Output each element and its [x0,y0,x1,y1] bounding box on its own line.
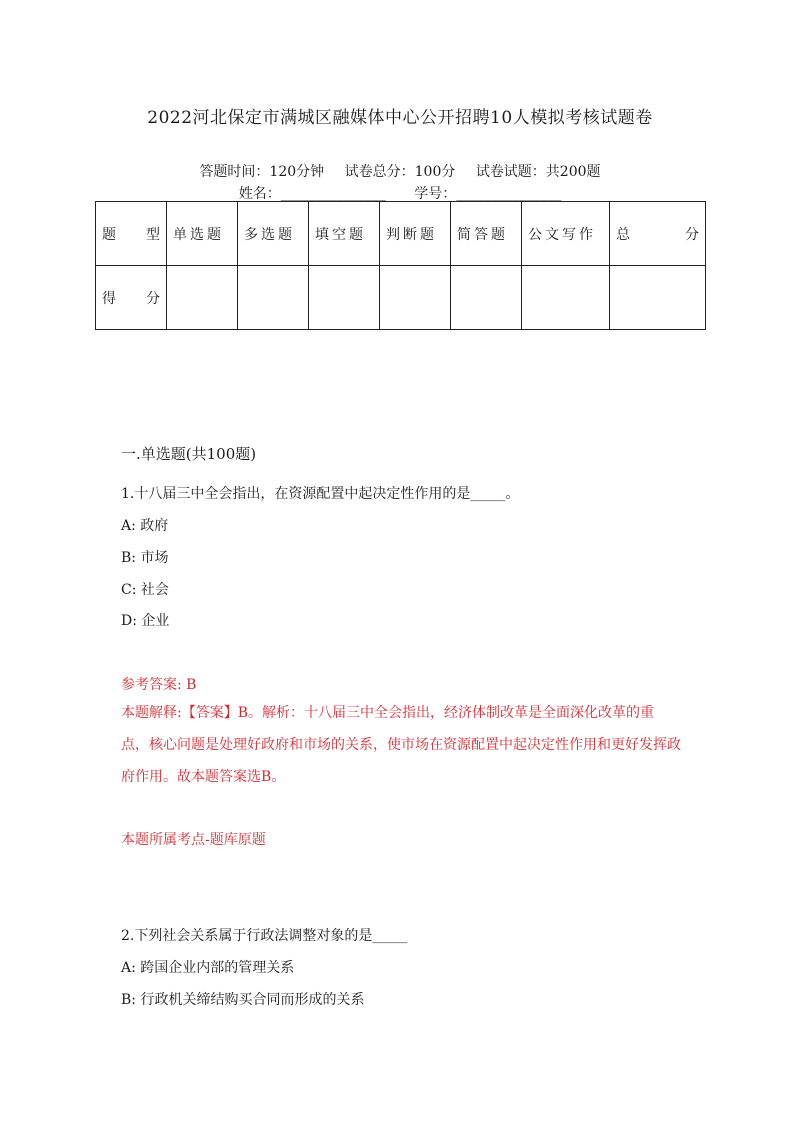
score-cell[interactable] [451,266,522,330]
score-cell[interactable] [522,266,610,330]
section-heading: 一.单选题(共100题) [121,445,257,463]
score-table-score-row [96,266,706,330]
name-field: 姓名：_______________ [238,186,386,202]
question-2-stem: 2.下列社会关系属于行政法调整对象的是_____ [121,928,408,944]
score-table [95,201,706,330]
question-1-stem: 1.十八届三中全会指出，在资源配置中起决定性作用的是_____。 [121,486,520,502]
header-single-choice: 单选题 [167,202,238,266]
question-1-source: 本题所属考点-题库原题 [121,832,266,848]
score-cell[interactable] [238,266,309,330]
question-1-option-a: A: 政府 [121,518,169,534]
exam-time: 答题时间：120分钟 [199,164,325,180]
header-document-writing: 公文写作 [522,202,610,266]
student-id-field: 学号：_______________ [414,186,562,202]
student-fields [0,183,800,203]
question-1-answer: 参考答案: B [121,677,197,693]
score-cell[interactable] [380,266,451,330]
header-fill-blank: 填空题 [309,202,380,266]
header-multiple-choice: 多选题 [238,202,309,266]
score-table-header-row [96,202,706,266]
score-cell[interactable] [167,266,238,330]
header-true-false: 判断题 [380,202,451,266]
exam-question-count: 试卷试题：共200题 [475,164,601,180]
question-2-option-a: A: 跨国企业内部的管理关系 [121,960,295,976]
question-1-option-b: B: 市场 [121,550,169,566]
exam-total-score: 试卷总分：100分 [344,164,456,180]
page-title: 2022河北保定市满城区融媒体中心公开招聘10人模拟考核试题卷 [147,108,653,128]
score-cell[interactable] [309,266,380,330]
question-1-option-c: C: 社会 [121,582,169,598]
type-label-cell: 题 型 [96,202,167,266]
header-total: 总 分 [610,202,706,266]
exam-meta [0,161,800,181]
question-1-option-d: D: 企业 [121,613,170,629]
question-2-option-b: B: 行政机关缔结购买合同而形成的关系 [121,992,365,1008]
question-1-explanation: 本题解释:【答案】B。解析：十八届三中全会指出，经济体制改革是全面深化改革的重点，核心问题是处理好政府和市场的关系，使市场在资源配置中起决定性作用和更好发挥政府作用。故本题答案选B。 [121,705,681,785]
score-cell[interactable] [610,266,706,330]
score-label-cell: 得 分 [96,266,167,330]
header-short-answer: 简答题 [451,202,522,266]
